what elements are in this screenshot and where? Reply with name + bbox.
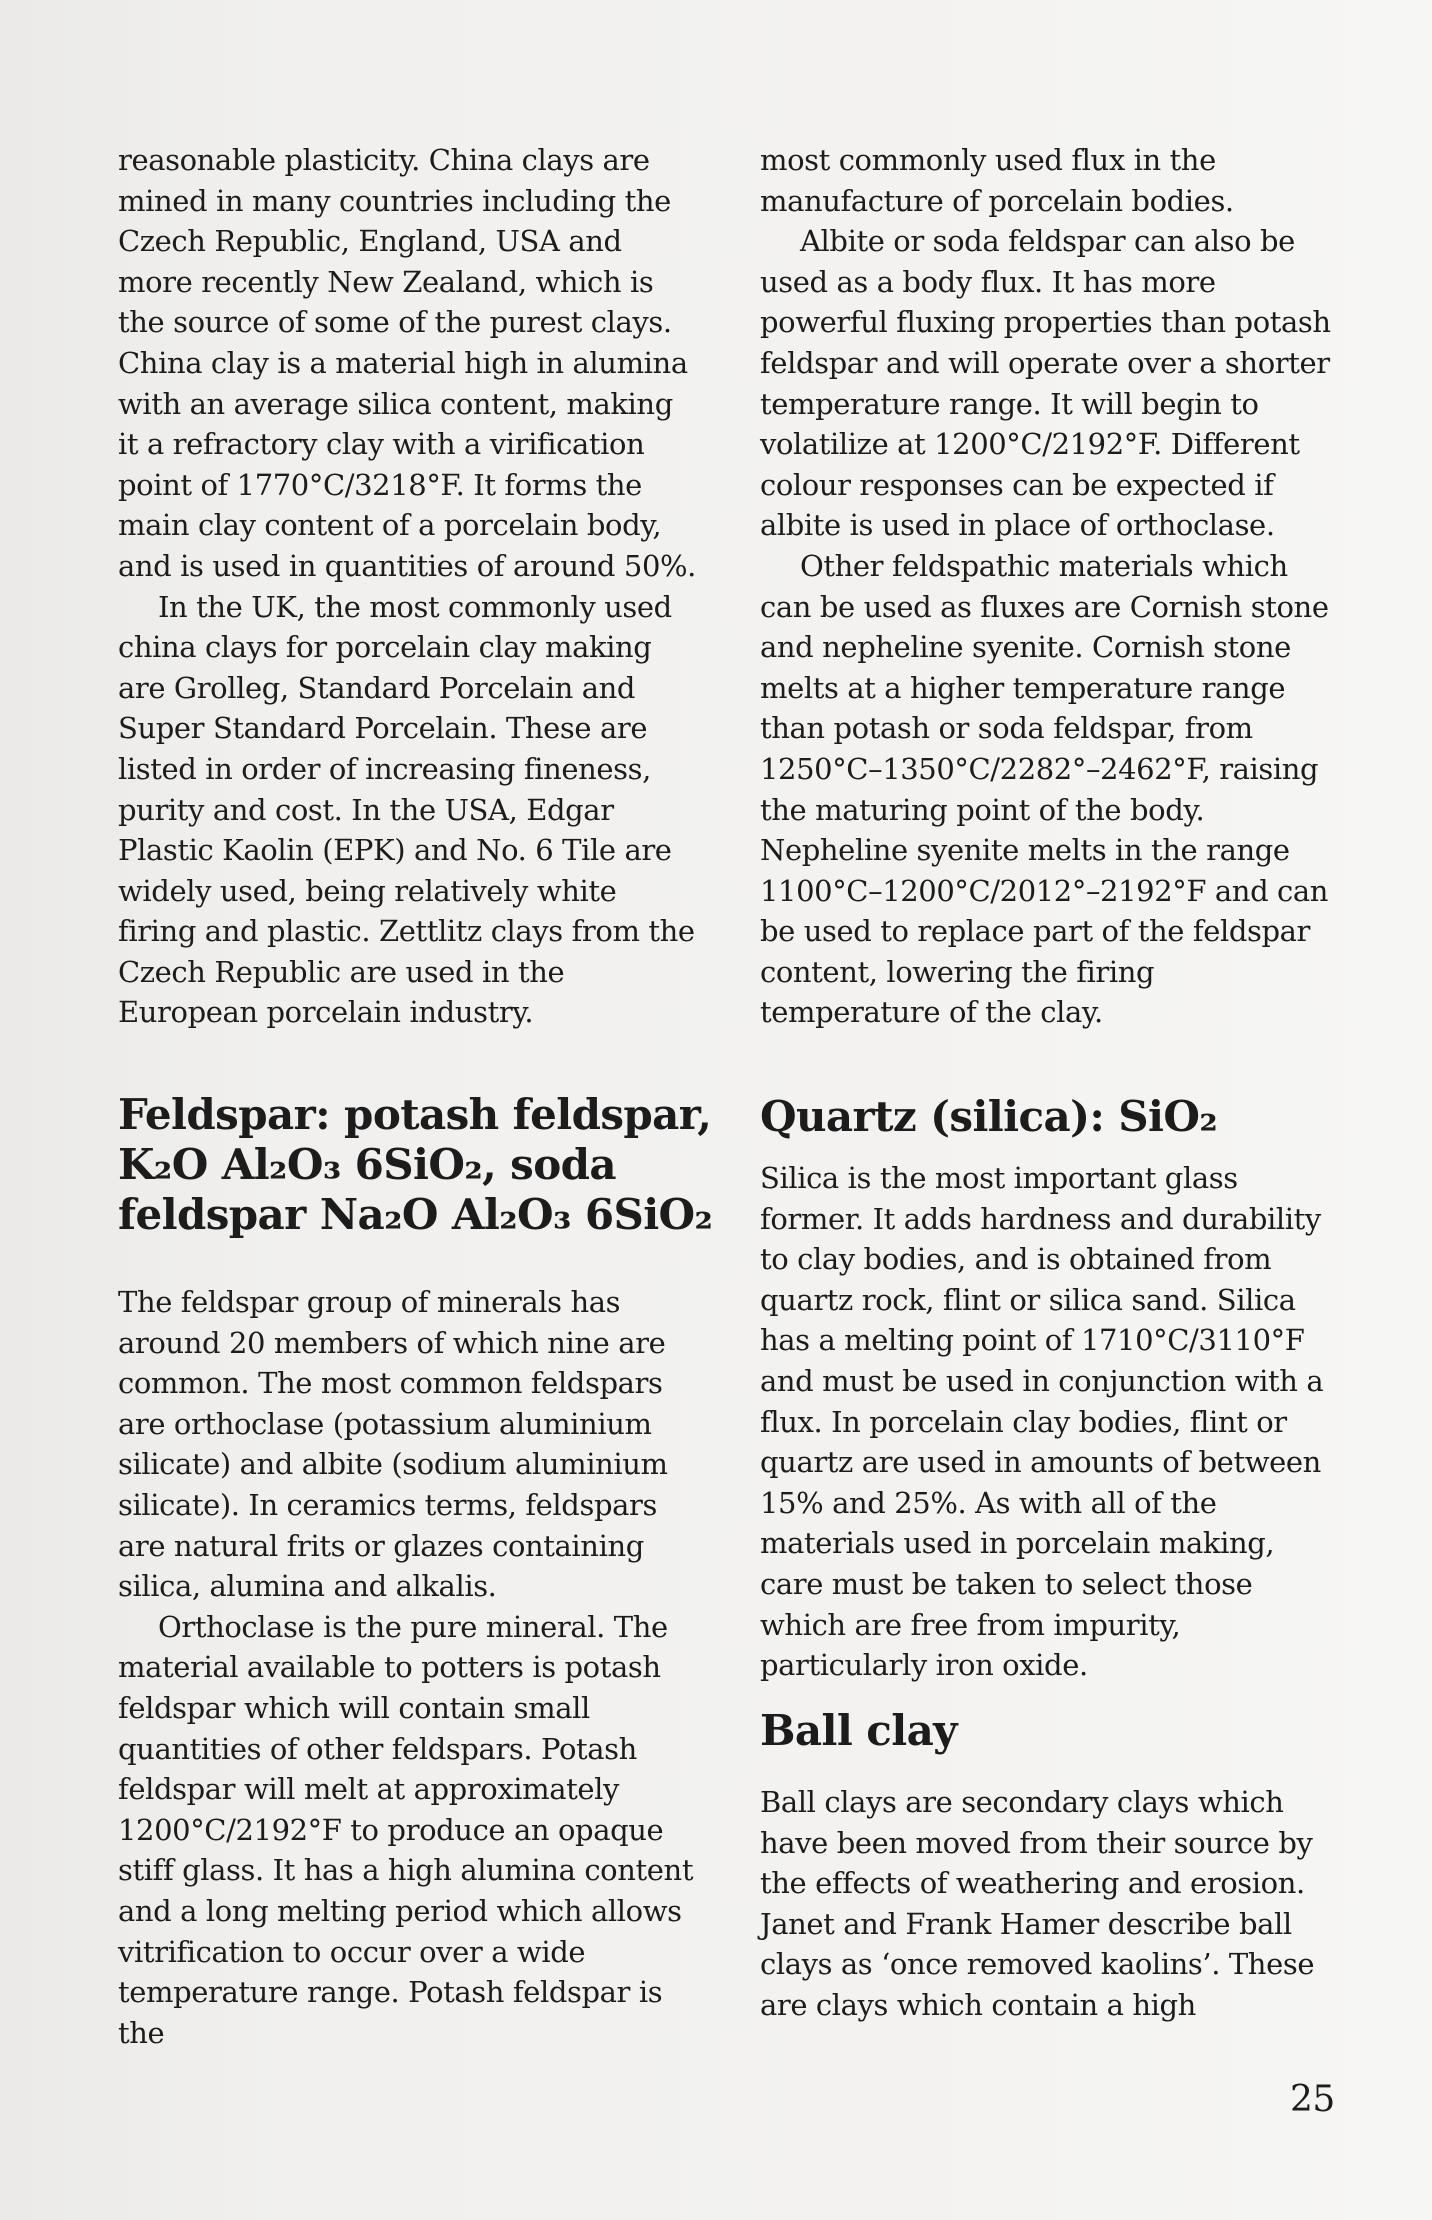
quartz-heading: Quartz (silica): SiO₂ [760, 1092, 1218, 1141]
left-column-intro [118, 140, 698, 1033]
feldspar-heading-line: K₂O Al₂O₃ 6SiO₂, soda [118, 1140, 617, 1189]
right-column-intro [760, 140, 1340, 1033]
body-paragraph: In the UK, the most commonly used china clays for porcelain clay making are Grolleg, Standard Porcelain and Super Standard Porcelain. These are listed in order of increasing fineness, purity and cost. In the USA, Edgar Plastic Kaolin (EPK) and No. 6 Tile are widely used, being relatively white firing and plastic. Zettlitz clays from the Czech Republic are used in the European porcelain industry. [118, 589, 695, 1030]
feldspar-heading-line: feldspar Na₂O Al₂O₃ 6SiO₂ [118, 1190, 713, 1239]
feldspar-heading [118, 1090, 718, 1240]
feldspar-section-text [118, 1282, 698, 2053]
body-paragraph: Other feldspathic materials which can be used as fluxes are Cornish stone and nepheline syenite. Cornish stone melts at a higher temperature range than potash or soda feldspar, from 1250°C–1350°C/2282°–2462°F, raising the maturing point of the body. Nepheline syenite melts in the range 1100°C–1200°C/2012°–2192°F and can be used to replace part of the feldspar content, lowering the firing temperature of the clay. [760, 548, 1329, 1030]
ball-clay-heading: Ball clay [760, 1706, 957, 1755]
body-paragraph: Silica is the most important glass former. It adds hardness and durability to clay bodies, and is obtained from quartz rock, flint or silica sand. Silica has a melting point of 1710°C/3110°F and must be used in conjunction with a flux. In porcelain clay bodies, flint or quartz are used in amounts of between 15% and 25%. As with all of the materials used in porcelain making, care must be taken to select those which are free from impurity, particularly iron oxide. [760, 1161, 1324, 1683]
body-paragraph: most commonly used flux in the manufacture of porcelain bodies. [760, 143, 1234, 218]
page-number: 25 [1290, 2079, 1335, 2120]
body-paragraph: Albite or soda feldspar can also be used as a body flux. It has more powerful fluxing properties than potash feldspar and will operate over a shorter temperature range. It will begin to volatilize at 1200°C/2192°F. Different colour responses can be expected if albite is used in place of orthoclase. [760, 224, 1331, 543]
quartz-section-text [760, 1158, 1340, 1686]
body-paragraph: Orthoclase is the pure mineral. The material available to potters is potash feldspar which will contain small quantities of other feldspars. Potash feldspar will melt at approximately 1200°C/2192°F to produce an opaque stiff glass. It has a high alumina content and a long melting period which allows vitrification to occur over a wide temperature range. Potash feldspar is the [118, 1609, 694, 2050]
body-paragraph: reasonable plasticity. China clays are mined in many countries including the Czech Republic, England, USA and more recently New Zealand, which is the source of some of the purest clays. China clay is a material high in alumina with an average silica content, making it a refractory clay with a virification point of 1770°C/3218°F. It forms the main clay content of a porcelain body, and is used in quantities of around 50%. [118, 143, 696, 583]
body-paragraph: The feldspar group of minerals has around 20 members of which nine are common. The most common feldspars are orthoclase (potassium aluminium silicate) and albite (sodium aluminium silicate). In ceramics terms, feldspars are natural frits or glazes containing silica, alumina and alkalis. [118, 1285, 668, 1604]
body-paragraph: Ball clays are secondary clays which have been moved from their source by the effects of weathering and erosion. Janet and Frank Hamer describe ball clays as ‘once removed kaolins’. These are clays which contain a high [760, 1785, 1315, 2022]
ball-clay-section-text [760, 1782, 1340, 2026]
feldspar-heading-line: Feldspar: potash feldspar, [118, 1090, 712, 1139]
